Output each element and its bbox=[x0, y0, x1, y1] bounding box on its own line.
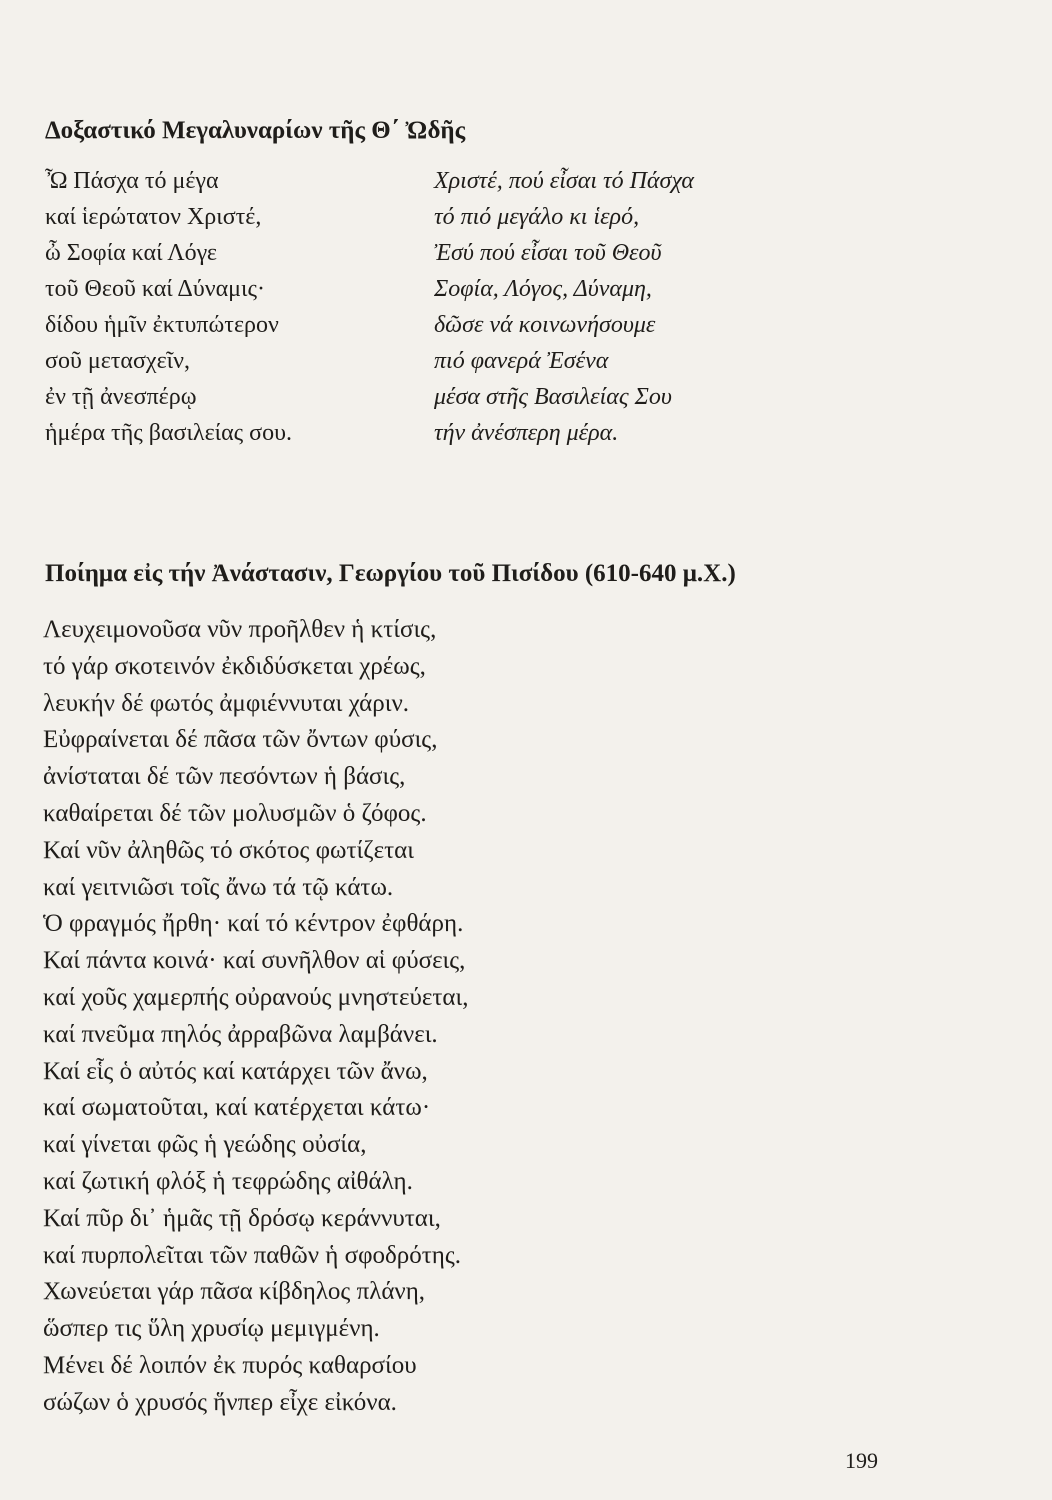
poem-line: λευκήν δέ φωτός ἀμφιέννυται χάριν. bbox=[43, 689, 409, 717]
poem-line: ὥσπερ τις ὕλη χρυσίῳ μεμιγμένη. bbox=[43, 1315, 380, 1343]
poem-line: καί σωματοῦται, καί κατέρχεται κάτω· bbox=[43, 1094, 431, 1122]
poem-line: Καί πῦρ δι᾽ ἡμᾶς τῇ δρόσῳ κεράννυται, bbox=[43, 1204, 441, 1232]
poem-body bbox=[43, 612, 468, 1422]
hymn-translation-column bbox=[434, 163, 694, 451]
poem-line: Λευχειμονοῦσα νῦν προῆλθεν ἡ κτίσις, bbox=[43, 616, 437, 643]
poem-line: ἀνίσταται δέ τῶν πεσόντων ἡ βάσις, bbox=[43, 763, 406, 791]
hymn-line: ἐν τῇ ἀνεσπέρῳ bbox=[45, 384, 197, 410]
translation-line: Ἐσύ πού εἶσαι τοῦ Θεοῦ bbox=[434, 240, 662, 266]
poem-line: Ὁ φραγμός ἤρθη· καί τό κέντρον ἐφθάρη. bbox=[43, 910, 464, 938]
hymn-line: Ὦ Πάσχα τό μέγα bbox=[45, 168, 219, 194]
poem-line: σώζων ὁ χρυσός ἥνπερ εἶχε εἰκόνα. bbox=[43, 1388, 397, 1416]
poem-line: τό γάρ σκοτεινόν ἐκδιδύσκεται χρέως, bbox=[43, 652, 426, 680]
translation-line: Σοφία, Λόγος, Δύναμη, bbox=[434, 276, 652, 302]
translation-line: μέσα στῆς Βασιλείας Σου bbox=[434, 384, 672, 410]
section-heading-poem: Ποίημα εἰς τήν Ἀνάστασιν, Γεωργίου τοῦ Πισίδου (610-640 μ.Χ.) bbox=[45, 560, 736, 587]
poem-line: Καί πάντα κοινά· καί συνῆλθον αἱ φύσεις, bbox=[43, 947, 466, 975]
hymn-original-column bbox=[45, 163, 292, 451]
poem-line: Καί νῦν ἀληθῶς τό σκότος φωτίζεται bbox=[43, 836, 414, 864]
poem-line: καί γειτνιῶσι τοῖς ἄνω τά τῷ κάτω. bbox=[43, 873, 394, 901]
poem-line: καί πυρπολεῖται τῶν παθῶν ἡ σφοδρότης. bbox=[43, 1241, 462, 1269]
poem-line: Καί εἷς ὁ αὐτός καί κατάρχει τῶν ἄνω, bbox=[43, 1057, 428, 1085]
hymn-line: ὦ Σοφία καί Λόγε bbox=[45, 240, 217, 266]
hymn-line: δίδου ἡμῖν ἐκτυπώτερον bbox=[45, 312, 279, 338]
translation-line: τό πιό μεγάλο κι ἱερό, bbox=[434, 204, 640, 230]
poem-line: καί ζωτική φλόξ ἡ τεφρώδης αἰθάλη. bbox=[43, 1167, 413, 1195]
translation-line: τήν ἀνέσπερη μέρα. bbox=[434, 420, 619, 446]
translation-line: δῶσε νά κοινωνήσουμε bbox=[434, 312, 656, 338]
hymn-line: σοῦ μετασχεῖν, bbox=[45, 348, 190, 374]
poem-line: καί χοῦς χαμερπής οὐρανούς μνηστεύεται, bbox=[43, 983, 469, 1011]
translation-line: Χριστέ, πού εἶσαι τό Πάσχα bbox=[434, 168, 695, 194]
translation-line: πιό φανερά Ἐσένα bbox=[434, 348, 609, 374]
page-number: 199 bbox=[845, 1448, 878, 1473]
hymn-line: τοῦ Θεοῦ καί Δύναμις· bbox=[45, 276, 265, 302]
poem-line: καί γίνεται φῶς ἡ γεώδης οὐσία, bbox=[43, 1131, 367, 1159]
poem-line: καί πνεῦμα πηλός ἀρραβῶνα λαμβάνει. bbox=[43, 1020, 438, 1048]
hymn-line: ἡμέρα τῆς βασιλείας σου. bbox=[45, 420, 292, 446]
poem-line: καθαίρεται δέ τῶν μολυσμῶν ὁ ζόφος. bbox=[43, 799, 427, 827]
poem-line: Μένει δέ λοιπόν ἐκ πυρός καθαρσίου bbox=[43, 1351, 417, 1379]
poem-line: Εὐφραίνεται δέ πᾶσα τῶν ὄντων φύσις, bbox=[43, 726, 438, 754]
hymn-line: καί ἱερώτατον Χριστέ, bbox=[45, 204, 262, 230]
section-heading-doxastiko: Δοξαστικό Μεγαλυναρίων τῆς Θ΄ Ὠδῆς bbox=[45, 117, 466, 144]
poem-line: Χωνεύεται γάρ πᾶσα κίβδηλος πλάνη, bbox=[43, 1278, 426, 1306]
